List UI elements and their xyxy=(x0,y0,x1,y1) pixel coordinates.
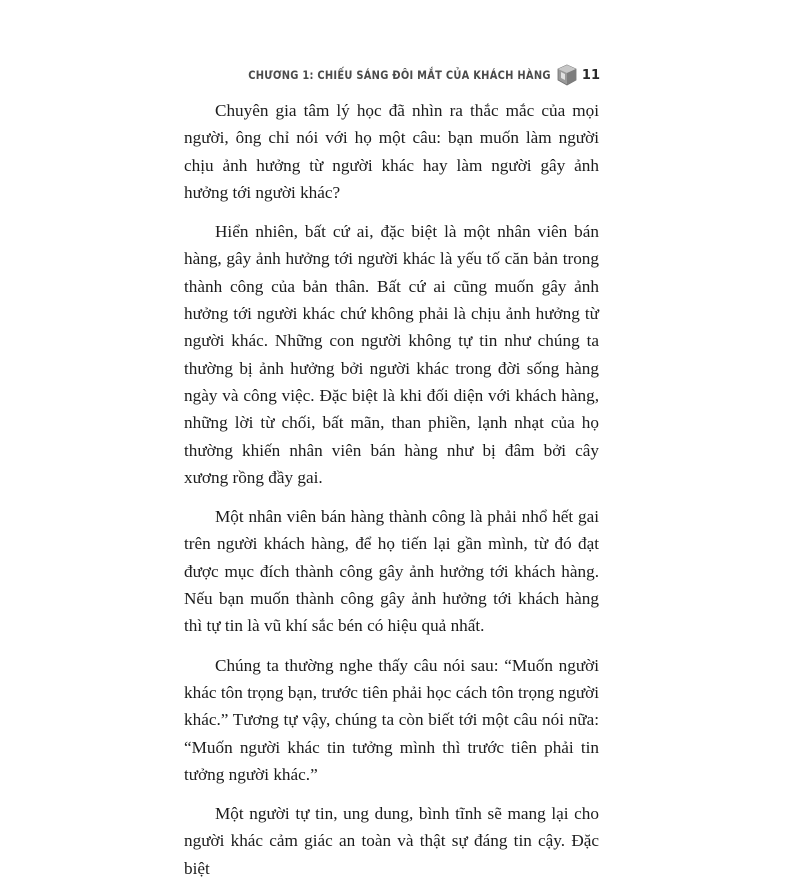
paragraph: Chúng ta thường nghe thấy câu nói sau: “Muốn người khác tôn trọng bạn, trước tiên phải học cách tôn trọng người khác.” Tương tự vậy, chúng ta còn biết tới một câu nói nữa: “Muốn người khác tin tưởng mình thì trước tiên phải tin tưởng người khác.” xyxy=(184,655,599,784)
book-cube-icon xyxy=(557,64,577,86)
body-text xyxy=(184,97,599,894)
paragraph: Chuyên gia tâm lý học đã nhìn ra thắc mắc của mọi người, ông chỉ nói với họ một câu: bạn muốn làm người chịu ảnh hưởng từ người khác hay làm người gây ảnh hưởng tới người khác? xyxy=(184,101,599,202)
chapter-title: CHƯƠNG 1: CHIẾU SÁNG ĐÔI MẮT CỦA KHÁCH HÀNG xyxy=(248,68,551,82)
paragraph: Một nhân viên bán hàng thành công là phải nhổ hết gai trên người khách hàng, để họ tiến lại gần mình, từ đó đạt được mục đích thành công gây ảnh hưởng tới khách hàng. Nếu bạn muốn thành công gây ảnh hưởng tới khách hàng thì tự tin là vũ khí sắc bén có hiệu quả nhất. xyxy=(184,507,599,636)
paragraph: Một người tự tin, ung dung, bình tĩnh sẽ mang lại cho người khác cảm giác an toàn và thật sự đáng tin cậy. Đặc biệt xyxy=(184,804,599,878)
paragraph: Hiển nhiên, bất cứ ai, đặc biệt là một nhân viên bán hàng, gây ảnh hưởng tới người khác là yếu tố căn bản trong thành công của bản thân. Bất cứ ai cũng muốn gây ảnh hưởng tới người khác chứ không phải là chịu ảnh hưởng từ người khác. Những con người không tự tin như chúng ta thường bị ảnh hưởng bởi người khác trong đời sống hàng ngày và công việc. Đặc biệt là khi đối diện với khách hàng, những lời từ chối, bất mãn, than phiền, lạnh nhạt của họ thường khiến nhân viên bán hàng như bị đâm bởi cây xương rồng đầy gai. xyxy=(184,222,599,487)
page-number: 11 xyxy=(581,67,600,83)
running-header xyxy=(180,60,600,90)
